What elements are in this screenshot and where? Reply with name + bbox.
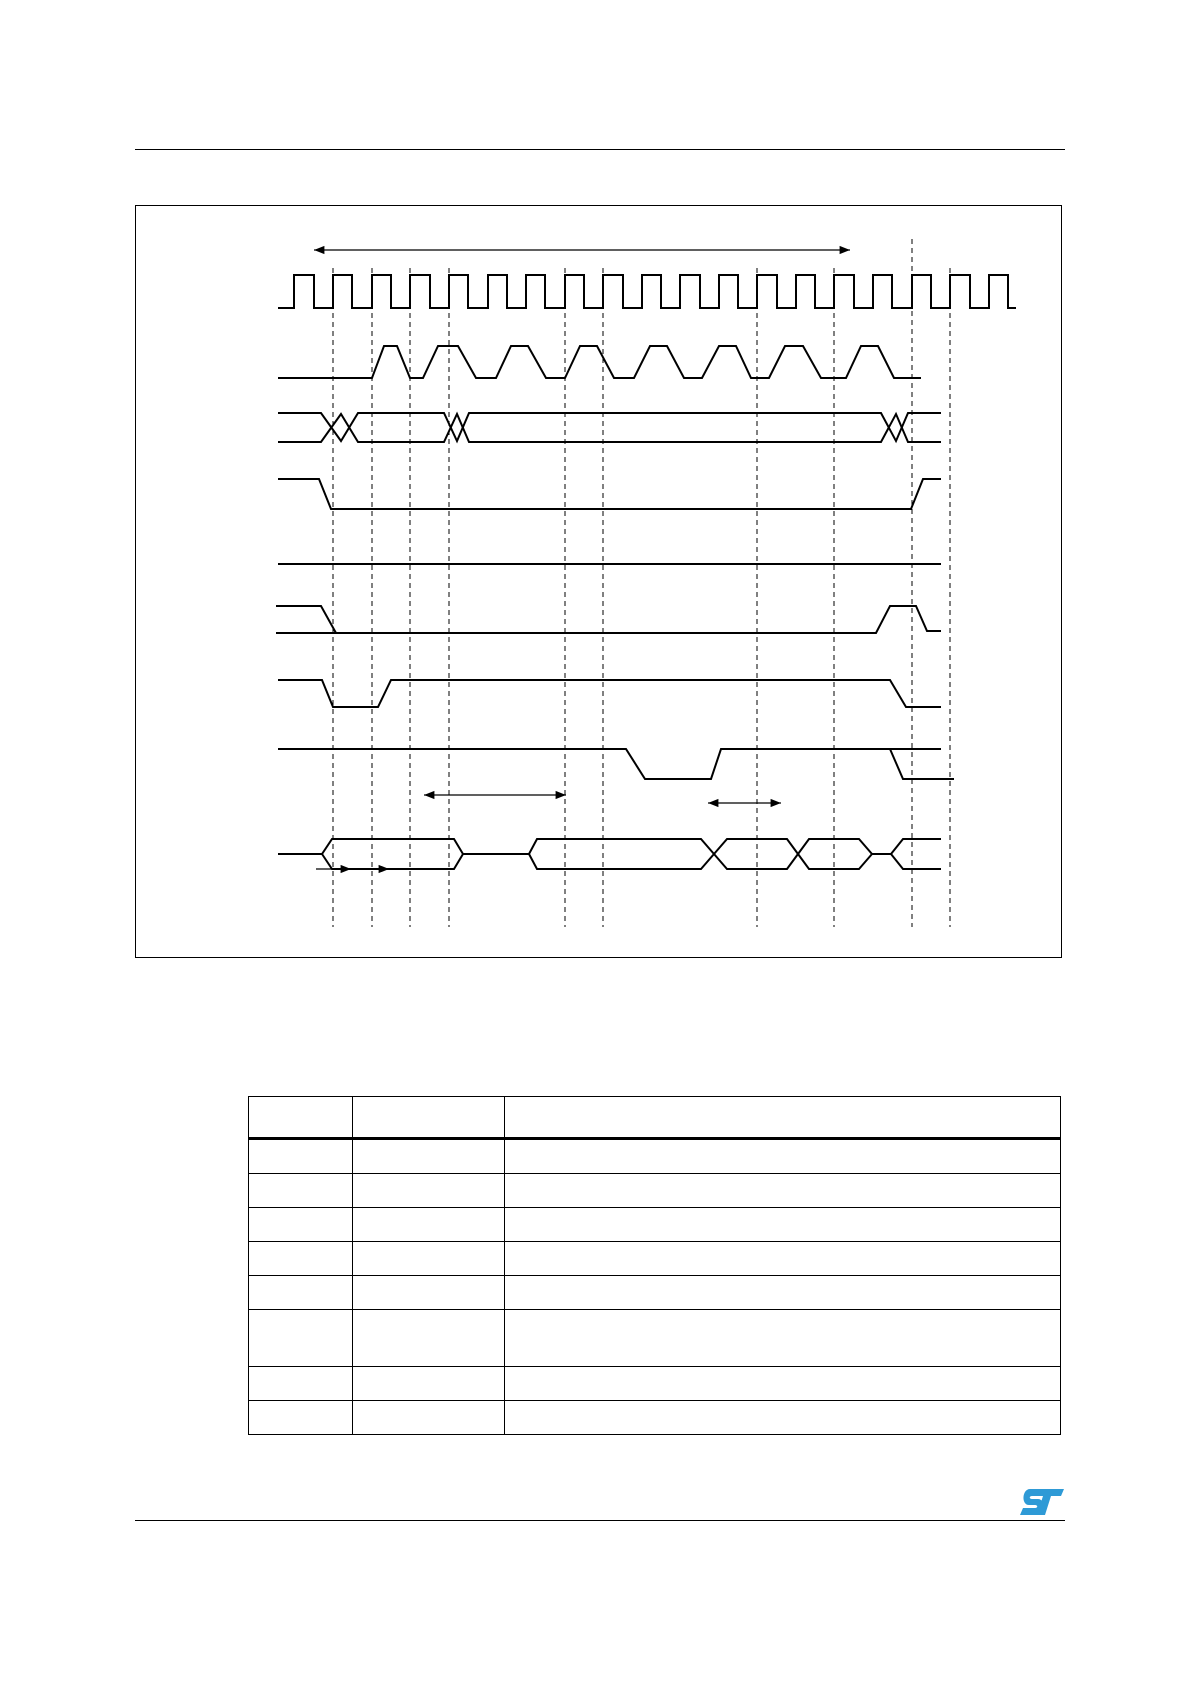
header-rule [135,149,1065,150]
table-row [249,1401,1061,1435]
table-cell [353,1242,505,1276]
data-bus-signal-b [322,854,941,869]
table-row [249,1242,1061,1276]
table-header-cell [249,1097,353,1139]
bus-signal-1b [278,414,941,442]
table-cell [353,1208,505,1242]
control-signal-1 [278,479,941,509]
clock-waveform [278,275,1016,308]
table-cell [505,1401,1061,1435]
table-cell [249,1310,353,1367]
st-logo-icon [1020,1489,1064,1515]
table-row [249,1276,1061,1310]
table-row [249,1139,1061,1174]
table-cell [249,1367,353,1401]
table-row [249,1174,1061,1208]
control-signal-4 [278,680,941,707]
control-signal-3 [276,606,941,633]
table-cell [353,1367,505,1401]
table-header-cell [353,1097,505,1139]
table-row [249,1208,1061,1242]
table-cell [353,1174,505,1208]
table-cell [353,1310,505,1367]
table-cell [249,1242,353,1276]
table-row [249,1310,1061,1367]
table-cell [505,1139,1061,1174]
table-header-row [249,1097,1061,1139]
pulse-waveform [278,346,921,378]
control-signal-5 [278,749,954,779]
table-cell [353,1401,505,1435]
timing-diagram [136,206,1063,959]
table-cell [505,1174,1061,1208]
table-cell [249,1139,353,1174]
table-cell [249,1174,353,1208]
data-bus-signal [278,839,941,854]
table-header-cell [505,1097,1061,1139]
spec-table [248,1096,1061,1435]
dashed-markers [333,239,950,927]
table-cell [505,1208,1061,1242]
footer-rule [135,1520,1065,1521]
table-row [249,1367,1061,1401]
table-cell [505,1242,1061,1276]
bus-signal-1 [278,413,941,441]
st-logo [1018,1487,1066,1517]
table-cell [353,1276,505,1310]
table-cell [505,1310,1061,1367]
table-cell [353,1139,505,1174]
table-cell [249,1208,353,1242]
table-cell [249,1401,353,1435]
timing-diagram-figure [135,205,1062,958]
table-cell [505,1276,1061,1310]
table-cell [249,1276,353,1310]
table-cell [505,1367,1061,1401]
